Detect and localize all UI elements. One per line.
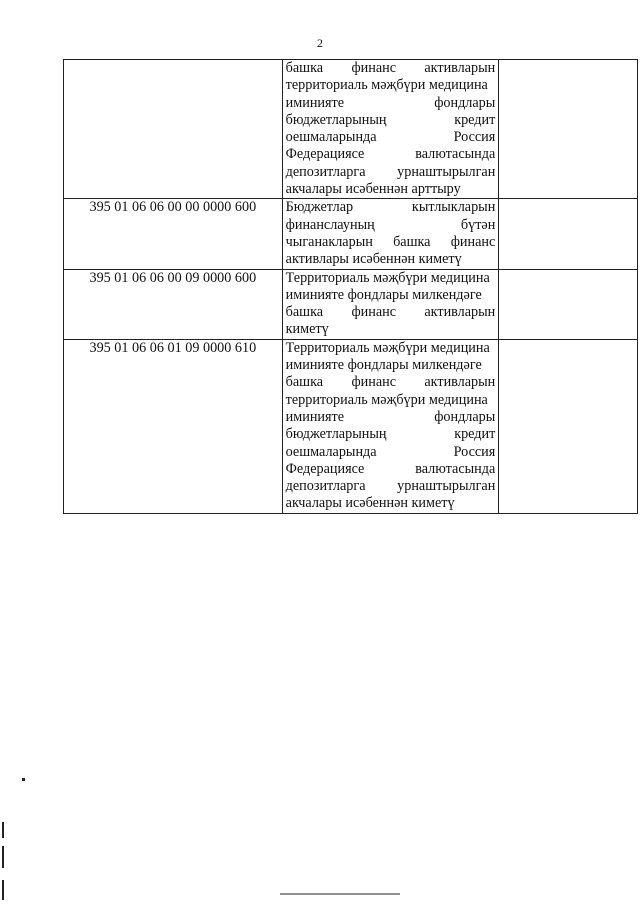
amount-cell [499,60,638,199]
scan-mark [2,846,4,868]
description-line [286,304,496,321]
description-word: финанслауның [285,216,375,233]
description-line [286,95,496,112]
page-number: 2 [317,36,323,50]
description-word: башка [285,60,324,76]
description-word: Россия [453,443,496,460]
description-word: бюджетларының [285,111,387,128]
description-word: акчалары исәбеннән киметү [285,495,455,512]
description-word: финанс [351,304,397,321]
scan-mark [22,778,25,781]
description-word: активларын [424,60,496,76]
description-cell [282,339,499,513]
description-word: Федерациясе [285,460,365,477]
table-body [64,60,638,514]
description-line [286,287,496,304]
description-word: финанс [351,60,397,76]
description-word: урнаштырылган [397,163,496,180]
description-word: башка [393,233,431,250]
description-word: оешмаларында [285,129,377,146]
description-word: фондлары [434,408,496,425]
description-line [286,426,496,443]
description-line [286,392,496,409]
description-line [286,146,496,163]
description-word: башка [285,304,324,321]
description-line [286,495,496,512]
description-word: Бюджетлар [285,199,354,216]
description-line [286,129,496,146]
description-line [286,270,496,287]
budget-code-cell: 395 01 06 06 01 09 0000 610 [64,339,283,513]
description-word: активларын [424,304,496,321]
description-word: кытлыкларын [411,199,496,216]
budget-code-table [63,59,638,514]
description-word: башка [285,374,324,391]
description-word: иминияте фондлары милкендәге [285,357,482,374]
description-cell [282,269,499,339]
table-row [64,199,638,269]
scan-mark [2,822,4,838]
description-word: валютасында [415,460,496,477]
description-line [286,357,496,374]
description-word: фондлары [434,94,496,111]
description-line [286,60,496,77]
description-line [286,409,496,426]
description-line [286,77,496,94]
description-line [286,374,496,391]
footer-scribble [280,893,400,901]
table-row [64,269,638,339]
description-line [286,321,496,338]
budget-code-cell [64,60,283,199]
description-word: иминияте фондлары милкендәге [285,286,482,303]
description-line [286,181,496,198]
description-word: валютасында [415,146,496,163]
description-word: финанс [351,374,397,391]
description-word: Федерациясе [285,146,365,163]
description-word: Территориаль мәҗбүри медицина [285,339,490,356]
description-line [286,199,496,216]
budget-code-cell: 395 01 06 06 00 00 0000 600 [64,199,283,269]
description-word: бүтән [460,216,496,233]
amount-cell [499,199,638,269]
description-word: оешмаларында [285,443,377,460]
description-line [286,251,496,268]
description-line [286,340,496,357]
table-row [64,339,638,513]
description-word: территориаль мәҗбүри медицина [285,391,488,408]
description-word: кредит [454,426,496,443]
description-word: депозитларга [285,478,366,495]
amount-cell [499,269,638,339]
description-cell [282,60,499,199]
description-word: иминияте [285,94,345,111]
description-line [286,444,496,461]
description-word: территориаль мәҗбүри медицина [285,77,488,94]
description-word: активларын [424,374,496,391]
description-word: депозитларга [285,163,366,180]
description-word: чыганакларын [285,233,373,250]
description-word: бюджетларының [285,426,387,443]
description-cell [282,199,499,269]
description-line [286,234,496,251]
description-line [286,217,496,234]
description-line [286,461,496,478]
description-word: урнаштырылган [397,478,496,495]
description-line [286,164,496,181]
description-line [286,112,496,129]
description-word: кредит [454,111,496,128]
description-word: активлары исәбеннән киметү [285,251,462,268]
description-word: иминияте [285,408,345,425]
table-row [64,60,638,199]
description-line [286,478,496,495]
description-word: Территориаль мәҗбүри медицина [285,269,490,286]
description-word: финанс [450,233,496,250]
amount-cell [499,339,638,513]
description-word: киметү [285,321,329,338]
description-word: Россия [453,129,496,146]
budget-code-cell: 395 01 06 06 00 09 0000 600 [64,269,283,339]
description-word: акчалары исәбеннән арттыру [285,181,461,198]
scan-mark [2,880,4,900]
